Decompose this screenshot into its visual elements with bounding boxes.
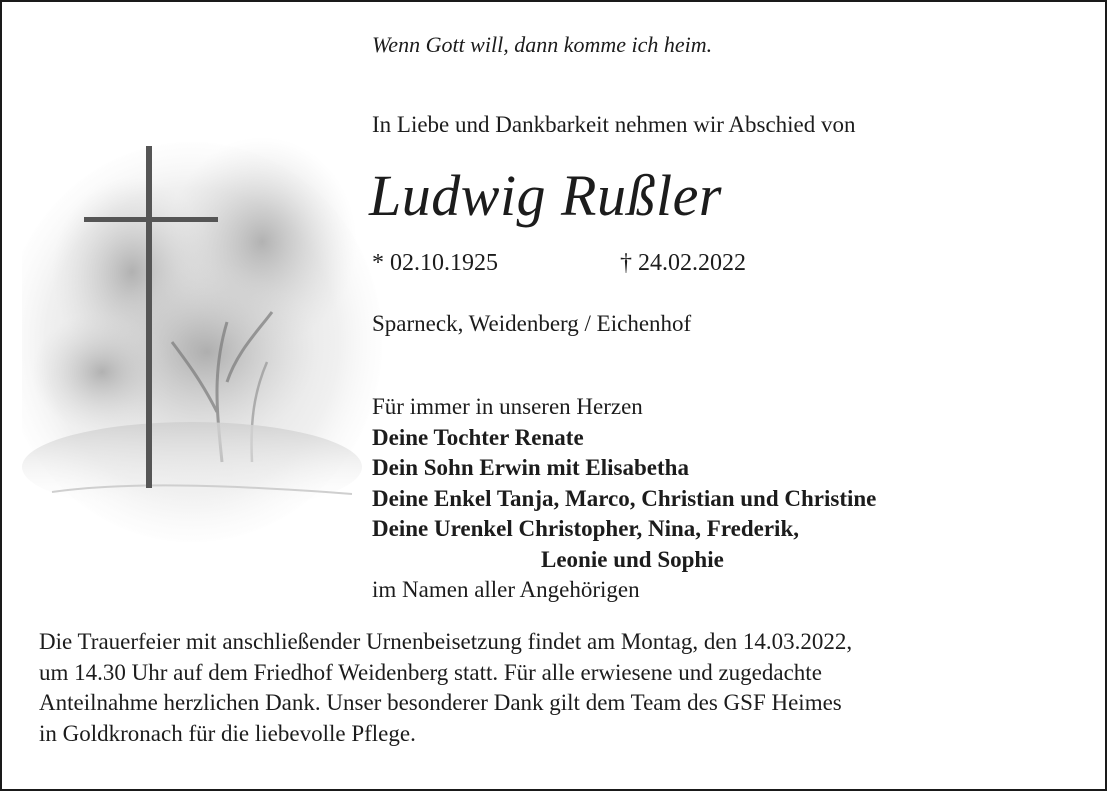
family-line: Deine Enkel Tanja, Marco, Christian und Christine [372,485,877,511]
family-line: Leonie und Sophie [541,546,724,572]
ceremony-line: um 14.30 Uhr auf dem Friedhof Weidenberg statt. Für alle erwiesene und zugedachte [39,659,822,685]
ceremony-line: in Goldkronach für die liebevolle Pflege. [39,720,416,746]
family-block [372,392,876,606]
family-line: Deine Urenkel Christopher, Nina, Frederik, [372,516,799,541]
birth-date: * 02.10.1925 [372,250,498,276]
family-line: Deine Tochter Renate [372,424,584,450]
family-line: Dein Sohn Erwin mit Elisabetha [372,455,689,480]
motto: Wenn Gott will, dann komme ich heim. [372,32,713,57]
family-line: im Namen aller Angehörigen [372,577,640,602]
deceased-name: Ludwig Rußler [369,163,722,228]
family-line: Für immer in unseren Herzen [372,394,643,419]
ceremony-text [39,627,1079,749]
death-date: † 24.02.2022 [620,250,746,276]
ceremony-line: Die Trauerfeier mit anschließender Urnenbeisetzung findet am Montag, den 14.03.2022, [39,629,853,654]
place-names: Sparneck, Weidenberg / Eichenhof [372,311,692,336]
ceremony-line: Anteilnahme herzlichen Dank. Unser besonderer Dank gilt dem Team des GSF Heimes [39,690,842,715]
cross-trees-illustration [22,122,402,542]
intro-text: In Liebe und Dankbarkeit nehmen wir Abschied von [372,112,856,137]
